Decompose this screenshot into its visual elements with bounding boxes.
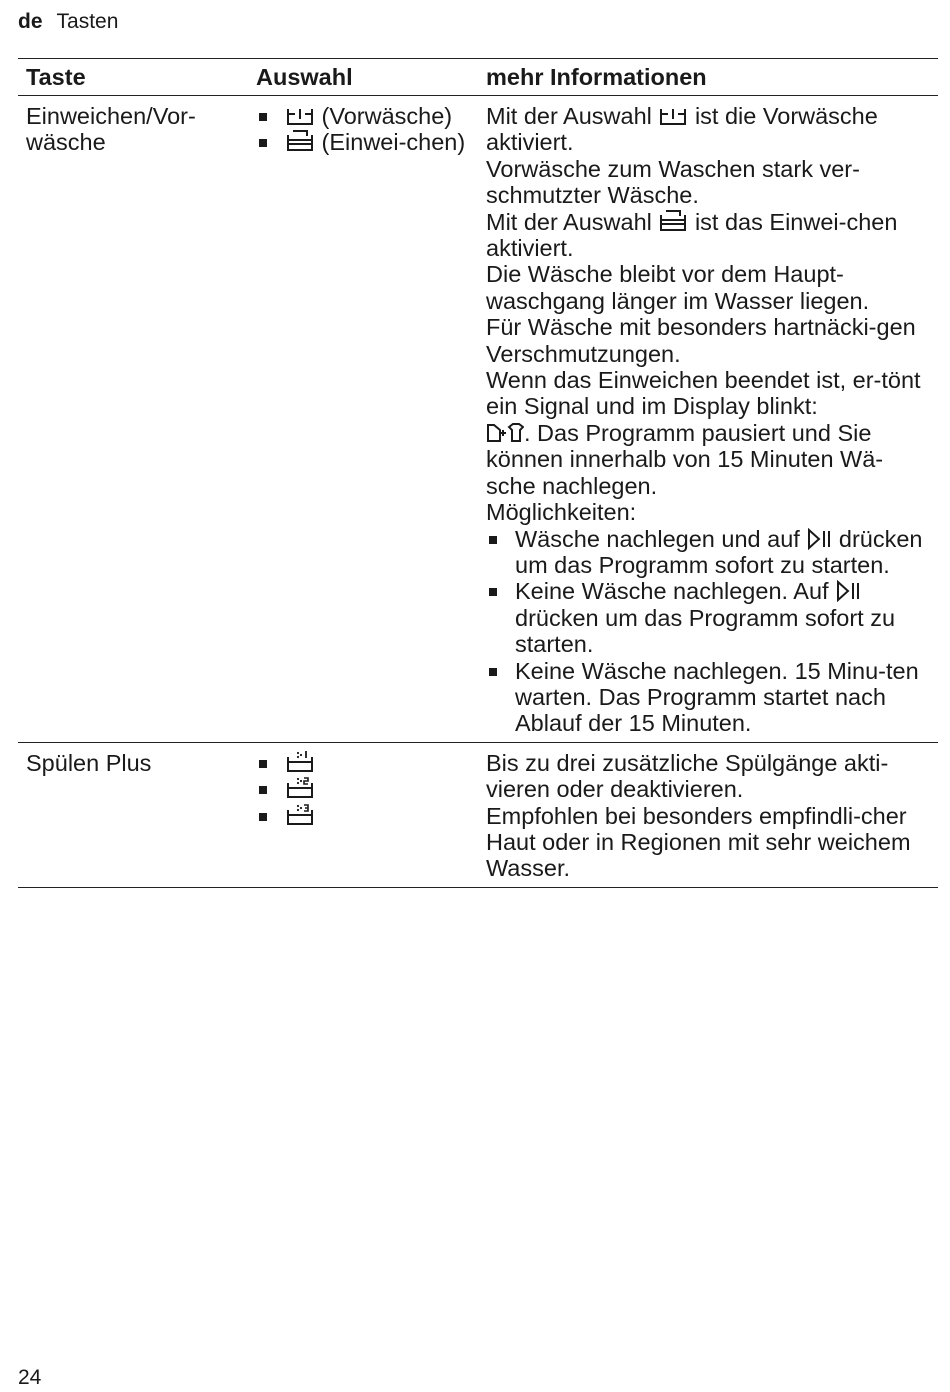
taste-label: Einweichen/Vor-wäsche [26, 103, 196, 156]
table-row [18, 96, 938, 743]
table-row [18, 742, 938, 887]
info-text: Für Wäsche mit besonders hartnäcki-gen Verschmutzungen. [486, 314, 916, 367]
info-text: Keine Wäsche nachlegen. 15 Minu-ten warten. Das Programm startet nach Ablauf der 15 Minuten. [515, 657, 919, 737]
option-list [256, 750, 470, 829]
option-item [256, 776, 470, 802]
list-item [486, 578, 930, 657]
info-cell [478, 742, 938, 887]
rinse-plus-3-icon [285, 803, 315, 827]
list-item [486, 526, 930, 579]
info-text: Möglichkeiten: [486, 499, 637, 526]
language-code: de [18, 10, 43, 33]
prewash-icon [658, 105, 688, 127]
keys-table [18, 58, 938, 888]
soak-icon [658, 209, 688, 233]
option-list [256, 103, 470, 156]
option-item [256, 129, 470, 155]
header-info: mehr Informationen [478, 59, 938, 96]
start-pause-icon [806, 528, 832, 550]
info-text: ist die Vorwäsche aktiviert. [486, 103, 878, 156]
table-header-row [18, 59, 938, 96]
option-list [486, 526, 930, 737]
auswahl-cell [248, 742, 478, 887]
rinse-plus-2-icon [285, 776, 315, 800]
info-text: Mit der Auswahl [486, 208, 652, 235]
info-text: . Das Programm pausiert und Sie können innerhalb von 15 Minuten Wä-sche nachlegen. [486, 419, 884, 499]
info-text: Empfohlen bei besonders empfindli-cher Haut oder in Regionen mit sehr weichem Wasser. [486, 802, 911, 882]
info-text: Bis zu drei zusätzliche Spülgänge akti-vieren oder deaktivieren. [486, 749, 889, 803]
taste-cell [18, 96, 248, 743]
option-item [256, 750, 470, 776]
option-item [256, 103, 470, 129]
info-text: drücken um das Programm sofort zu starten. [515, 525, 923, 578]
page-number: 24 [18, 1366, 42, 1389]
info-text: Die Wäsche bleibt vor dem Haupt-waschgang länger im Wasser liegen. [486, 261, 870, 314]
info-text: ist das Einwei-chen aktiviert. [486, 208, 898, 262]
info-text: drücken um das Programm sofort zu starten. [515, 604, 896, 658]
rinse-plus-1-icon [285, 750, 315, 774]
section-title: Tasten [56, 10, 119, 33]
start-pause-icon [835, 580, 861, 602]
add-laundry-icon [486, 422, 524, 444]
header-auswahl: Auswahl [248, 59, 478, 96]
info-text: Wäsche nachlegen und auf [515, 525, 800, 552]
info-cell [478, 96, 938, 743]
header-taste: Taste [18, 59, 248, 96]
option-item [256, 803, 470, 829]
option-text: (Einwei-chen) [321, 129, 466, 156]
info-text: Vorwäsche zum Waschen stark ver-schmutzter Wäsche. [486, 155, 860, 209]
auswahl-cell [248, 96, 478, 743]
taste-label: Spülen Plus [26, 749, 152, 776]
taste-cell [18, 742, 248, 887]
soak-icon [285, 129, 315, 153]
info-text: Keine Wäsche nachlegen. Auf [515, 578, 829, 605]
option-text: (Vorwäsche) [321, 103, 453, 129]
info-text: Wenn das Einweichen beendet ist, er-tönt ein Signal und im Display blinkt: [486, 367, 921, 420]
info-text: Mit der Auswahl [486, 103, 652, 129]
page-header [18, 8, 118, 36]
list-item [486, 658, 930, 737]
prewash-icon [285, 105, 315, 127]
